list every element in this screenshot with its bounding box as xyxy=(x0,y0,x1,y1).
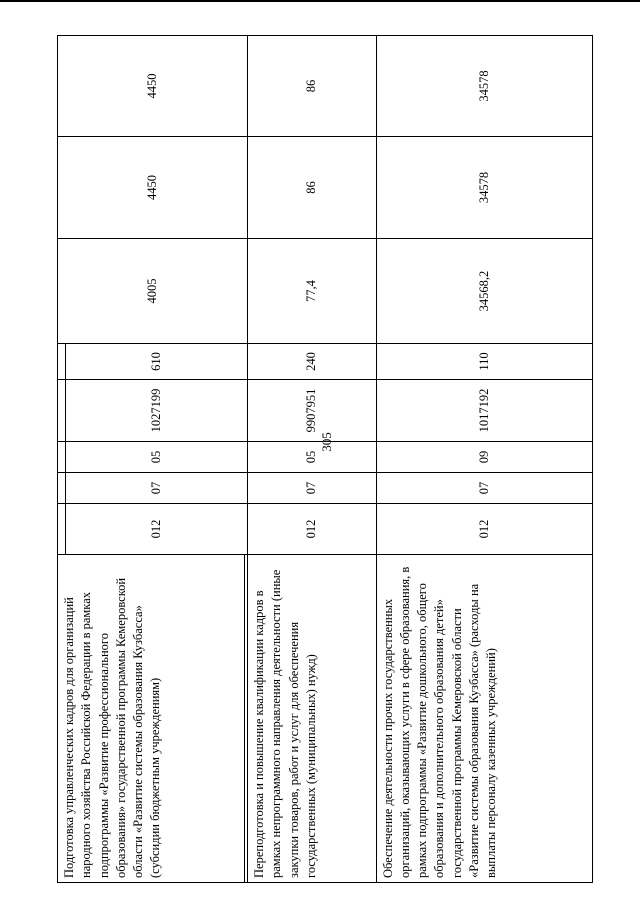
row-2-target: 9907951 xyxy=(248,380,377,442)
row-2-expense-type: 240 xyxy=(248,344,377,380)
row-2-amount-3: 86 xyxy=(248,36,377,137)
row-3-ministry: 012 xyxy=(376,504,592,555)
row-1-amount-1: 4005 xyxy=(58,239,248,344)
row-3-expense-type: 110 xyxy=(376,344,592,380)
row-1-expense-type: 610 xyxy=(66,344,248,380)
row-1-amount-3: 4450 xyxy=(58,36,248,137)
table-row xyxy=(376,36,592,883)
row-1-section: 07 xyxy=(66,473,248,504)
row-1-target-blank xyxy=(58,380,66,442)
table-row xyxy=(248,36,377,883)
row-1-ministry-blank xyxy=(58,504,66,555)
budget-table xyxy=(57,35,593,883)
row-3-amount-2: 34578 xyxy=(376,137,592,239)
row-3-target: 1017192 xyxy=(376,380,592,442)
row-1-amount-2: 4450 xyxy=(58,137,248,239)
table-row xyxy=(58,36,66,883)
row-3-amount-1: 34568,2 xyxy=(376,239,592,344)
row-2-ministry: 012 xyxy=(248,504,377,555)
row-1-target: 1027199 xyxy=(66,380,248,442)
row-1-ministry: 012 xyxy=(66,504,248,555)
row-1-subsection-blank xyxy=(58,442,66,473)
row-3-name: Обеспечение деятельности прочих государственных организаций, оказывающих услуги в сфере образования, в рамках подпрограммы «Развитие дошкольного, общего образования и дополнительного образования детей» государственной программы Кемеровской области «Развитие системы образования Кузбасса» (расходы на выплаты персоналу казенных учреждений) xyxy=(376,555,592,883)
row-2-subsection: 05 xyxy=(248,442,377,473)
row-3-amount-3: 34578 xyxy=(376,36,592,137)
row-2-name: Переподготовка и повышение квалификации кадров в рамках непрограммного направления деятельности (иные закупки товаров, работ и услуг для обеспечения государственных (муниципальных) нужд) xyxy=(248,555,377,883)
row-3-section: 07 xyxy=(376,473,592,504)
row-1-section-blank xyxy=(58,473,66,504)
row-2-amount-2: 86 xyxy=(248,137,377,239)
row-3-subsection: 09 xyxy=(376,442,592,473)
rotated-page-content xyxy=(57,36,593,883)
row-1-name: Подготовка управленческих кадров для организаций народного хозяйства Российской Федерации в рамках подпрограммы «Развитие профессионального образования» государственной программы Кемеровской области «Развитие системы образования Кузбасса» (субсидии бюджетным учреждениям) xyxy=(58,555,245,883)
row-1-type-blank xyxy=(58,344,66,380)
row-1-subsection: 05 xyxy=(66,442,248,473)
top-rule xyxy=(0,0,640,2)
row-2-section: 07 xyxy=(248,473,377,504)
row-2-amount-1: 77,4 xyxy=(248,239,377,344)
page-number: 305 xyxy=(319,432,334,452)
